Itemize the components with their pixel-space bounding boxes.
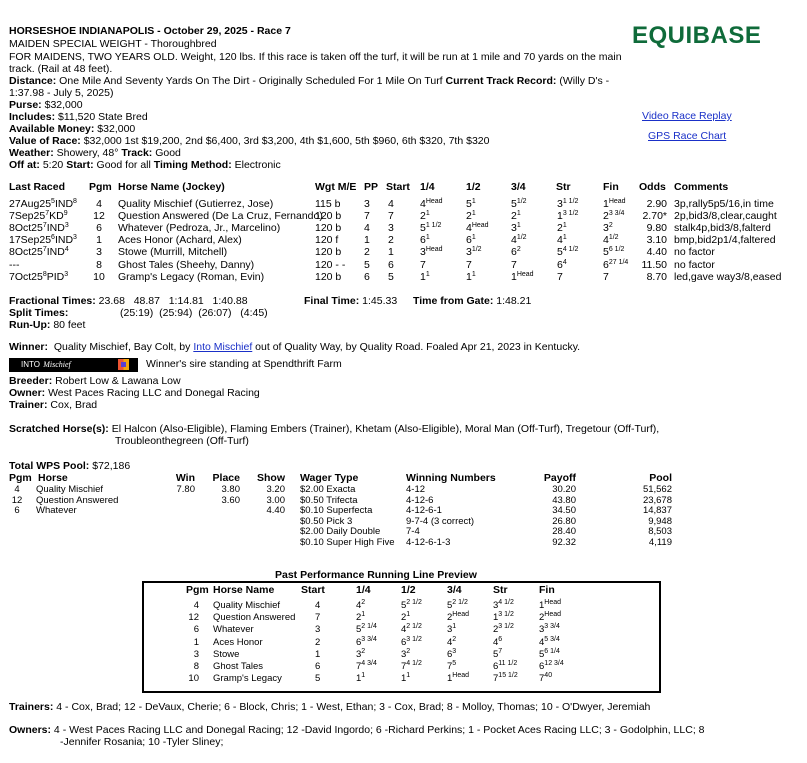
wager-col-header: Wager Type: [300, 472, 359, 484]
odds-cell: 2.90: [646, 198, 667, 210]
wps-pgm: 4: [14, 484, 20, 495]
q2-cell: $3^{1/2}$: [466, 246, 482, 259]
pp-str-cell: $6^{11 1/2}$: [493, 660, 518, 672]
comment-cell: 2p,bid3/8,clear,caught: [674, 210, 777, 223]
q3-cell: $5^{1/2}$: [511, 198, 527, 210]
wps-pgm: 6: [14, 505, 20, 516]
wps-col-header: Show: [257, 472, 285, 484]
comment-cell: stalk4p,bid3/8,falterd: [674, 222, 771, 235]
results-col-header: Last Raced: [9, 181, 66, 193]
pgm-cell: 12: [93, 210, 105, 223]
pp-col-header: 1/2: [401, 584, 416, 596]
wps-horse: Question Answered: [36, 494, 119, 506]
q1-cell: $5^{1 1/2}$: [420, 222, 442, 235]
q2-cell: $1^1$: [466, 270, 476, 283]
fractional-times: Fractional Times: 23.68 48.87 1:14.81 1:40.88: [9, 295, 248, 307]
pp-cell: 5: [364, 258, 370, 271]
results-col-header: Comments: [674, 181, 729, 193]
equibase-logo: EQUIBASE: [632, 22, 762, 49]
off-at-line: Off at: 5:20 Start: Good for all Timing Method: Electronic: [9, 159, 281, 171]
horse-cell: Gramp's Legacy (Roman, Evin): [118, 270, 265, 283]
horse-cell: Ghost Tales (Sheehy, Danny): [118, 258, 255, 271]
final-time: Final Time: 1:45.33: [304, 295, 398, 307]
results-col-header: 3/4: [511, 181, 526, 193]
comment-cell: led,gave way3/8,eased: [674, 270, 782, 283]
pp-str-cell: $5^7$: [493, 647, 503, 660]
q3-cell: $3^1$: [511, 222, 521, 235]
q1-cell: $1^1$: [420, 270, 430, 283]
fin-cell: 7: [603, 270, 609, 283]
pp-cell: 4: [364, 222, 370, 235]
winner-line: Winner: Quality Mischief, Bay Colt, by Into Mischief out of Quality Way, by Quality Road. Foaled Apr 21, 2023 in Kentucky.: [9, 341, 581, 353]
pp-start: 6: [315, 661, 321, 672]
pgm-cell: 3: [96, 246, 102, 259]
pp-col-header: Start: [301, 584, 325, 596]
fin-cell: $4^{1/2}$: [603, 234, 619, 247]
comment-cell: bmp,bid2p1/4,faltered: [674, 234, 776, 247]
wager-col-header: Winning Numbers: [406, 472, 496, 484]
pp-q2-cell: $4^{2 1/2}$: [401, 623, 422, 636]
pp-start: 2: [315, 636, 321, 648]
total-wps-pool: Total WPS Pool: $72,186: [9, 460, 131, 472]
wager-numbers: 4-12-6-1: [406, 505, 442, 516]
q1-cell: $3^{Head}$: [420, 246, 443, 259]
pp-q2-cell: $2^1$: [401, 611, 411, 624]
odds-cell: 2.70*: [642, 210, 667, 223]
q2-cell: $6^1$: [466, 234, 476, 247]
last-raced-cell: $8Oct25^7IND^3$: [9, 222, 69, 235]
owners-cont: -Jennifer Rosania; 10 -Tyler Sliney;: [60, 736, 224, 748]
wager-payoff: 92.32: [552, 536, 576, 548]
pp-cell: 3: [364, 198, 370, 210]
comment-cell: no factor: [674, 258, 715, 271]
pp-col-header: 3/4: [447, 584, 462, 596]
q2-cell: $2^1$: [466, 210, 476, 223]
wager-type: $0.50 Pick 3: [300, 515, 353, 527]
wager-pool: 23,678: [642, 494, 672, 506]
odds-cell: 11.50: [641, 258, 667, 271]
last-raced-cell: $7Sep25^7KD^9$: [9, 210, 68, 223]
pp-fin-cell: $4^{5 3/4}$: [539, 635, 560, 648]
pp-str-cell: $7^{15 1/2}$: [493, 672, 518, 685]
wager-pool: 51,562: [642, 484, 672, 495]
pp-horse: Gramp's Legacy: [213, 673, 282, 685]
pp-pgm: 6: [193, 624, 199, 636]
race-title: HORSESHOE INDIANAPOLIS - October 29, 2025 - Race 7: [9, 25, 291, 37]
q3-cell: $1^{Head}$: [511, 270, 534, 283]
split-times-label: Split Times:: [9, 307, 69, 319]
pp-cell: 6: [364, 270, 370, 283]
scratched: Scratched Horse(s): El Halcon (Also-Eligible), Flaming Embers (Trainer), Khetam (Also-Eligible), Moral Man (Off-Turf), Tregetour (Off-Turf),: [9, 423, 660, 435]
pp-q2-cell: $1^1$: [401, 672, 411, 685]
q3-cell: 7: [511, 258, 517, 271]
pp-pgm: 10: [188, 673, 199, 685]
pp-q3-cell: $1^{Head}$: [447, 672, 470, 685]
race-type: MAIDEN SPECIAL WEIGHT - Thoroughbred: [9, 38, 217, 50]
pp-q1-cell: $1^1$: [356, 672, 366, 685]
fin-cell: $2^{3 3/4}$: [603, 210, 625, 223]
pp-preview-title: Past Performance Running Line Preview: [275, 569, 477, 581]
comment-cell: no factor: [674, 246, 715, 259]
race-conditions: FOR MAIDENS, TWO YEARS OLD. Weight, 120 lbs. If this race is taken off the turf, it will be run at 1 mile and 70 yards on the main: [9, 51, 622, 63]
pp-q1-cell: $7^{4 3/4}$: [356, 660, 377, 672]
last-raced-cell: $8Oct25^7IND^4$: [9, 246, 69, 259]
str-cell: $1^{3 1/2}$: [557, 210, 579, 223]
distance-line: Distance: One Mile And Seventy Yards On The Dirt - Originally Scheduled For 1 Mile On Turf Current Track Record: (Willy D's -: [9, 75, 610, 87]
start-cell: 1: [388, 246, 394, 259]
pp-fin-cell: $1^{Head}$: [539, 599, 562, 611]
start-cell: 6: [388, 258, 394, 271]
pp-q3-cell: $3^1$: [447, 623, 457, 636]
pp-str-cell: $4^6$: [493, 635, 503, 648]
wager-pool: 8,503: [648, 526, 672, 537]
pp-q3-cell: $5^{2 1/2}$: [447, 599, 468, 611]
horse-cell: Aces Honor (Achard, Alex): [118, 234, 242, 247]
pp-q1-cell: $3^2$: [356, 647, 366, 660]
wager-payoff: 43.80: [552, 494, 576, 506]
pp-q3-cell: $4^2$: [447, 635, 457, 648]
results-col-header: Fin: [603, 181, 619, 193]
str-cell: $6^4$: [557, 258, 567, 271]
pp-q2-cell: $5^{2 1/2}$: [401, 599, 422, 611]
pp-horse: Stowe: [213, 648, 240, 660]
includes: Includes: $11,520 State Bred: [9, 111, 148, 123]
pp-horse: Ghost Tales: [213, 661, 263, 672]
results-col-header: 1/2: [466, 181, 481, 193]
q2-cell: $4^{Head}$: [466, 222, 489, 235]
pp-q3-cell: $6^3$: [447, 647, 457, 660]
horse-cell: Question Answered (De La Cruz, Fernando): [118, 210, 323, 223]
wager-numbers: 4-12: [406, 484, 426, 495]
pp-fin-cell: $7^{40}$: [539, 672, 553, 685]
wager-numbers: 7-4: [406, 526, 420, 537]
pp-pgm: 12: [188, 612, 199, 624]
pp-pgm: 8: [193, 661, 199, 672]
pp-pgm: 1: [193, 636, 199, 648]
horse-cell: Stowe (Murrill, Mitchell): [118, 246, 228, 259]
wager-col-header: Payoff: [543, 472, 576, 484]
pp-q2-cell: $7^{4 1/2}$: [401, 660, 422, 672]
value-of-race: Value of Race: $32,000 1st $19,200, 2nd $6,400, 3rd $3,200, 4th $1,600, 5th $960, 6th $320, 7th $320: [9, 135, 490, 147]
wager-payoff: 30.20: [552, 484, 576, 495]
last-raced-cell: ---: [9, 258, 20, 271]
fin-cell: $6^{27 1/4}$: [603, 258, 629, 271]
pgm-cell: 1: [96, 234, 102, 247]
wps-place: 3.80: [221, 484, 240, 495]
wager-col-header: Pool: [649, 472, 672, 484]
start-cell: 3: [388, 222, 394, 235]
wgt-cell: 120 - -: [315, 258, 346, 271]
wager-numbers: 4-12-6-1-3: [406, 536, 451, 548]
pp-str-cell: $1^{3 1/2}$: [493, 611, 514, 624]
pp-horse: Whatever: [213, 624, 254, 636]
wager-payoff: 34.50: [552, 505, 576, 516]
wgt-cell: 120 b: [315, 210, 342, 223]
results-col-header: 1/4: [420, 181, 435, 193]
wgt-cell: 120 b: [315, 270, 342, 283]
str-cell: 7: [557, 270, 563, 283]
pp-cell: 2: [364, 246, 370, 259]
weather-track: Weather: Showery, 48° Track: Good: [9, 147, 181, 159]
pp-start: 7: [315, 612, 321, 624]
wager-pool: 14,837: [642, 505, 672, 516]
wager-type: $2.00 Daily Double: [300, 526, 381, 537]
q1-cell: 7: [420, 258, 426, 271]
wgt-cell: 120 b: [315, 222, 342, 235]
str-cell: $5^{4 1/2}$: [557, 246, 579, 259]
pp-str-cell: $3^{4 1/2}$: [493, 599, 514, 611]
comment-cell: 3p,rally5p5/16,in time: [674, 198, 774, 210]
odds-cell: 8.70: [646, 270, 667, 283]
str-cell: $4^1$: [557, 234, 567, 247]
pp-q2-cell: $3^2$: [401, 647, 411, 660]
wps-win: 7.80: [176, 484, 195, 495]
last-raced-cell: $27Aug25^5IND^8$: [9, 198, 77, 210]
pgm-cell: 10: [93, 270, 105, 283]
str-cell: $2^1$: [557, 222, 567, 235]
pp-pgm: 4: [193, 600, 199, 611]
owner: Owner: West Paces Racing LLC and Donegal Racing: [9, 387, 260, 399]
wps-col-header: Horse: [38, 472, 68, 484]
gps-race-chart-link[interactable]: GPS Race Chart: [648, 130, 727, 142]
q3-cell: $4^{1/2}$: [511, 234, 527, 247]
q2-cell: $5^1$: [466, 198, 476, 210]
wps-col-header: Pgm: [9, 472, 32, 484]
pgm-cell: 4: [96, 198, 102, 210]
scratched-cont: Troubleonthegreen (Off-Turf): [115, 435, 249, 447]
pp-horse: Aces Honor: [213, 636, 263, 648]
wager-type: $0.10 Super High Five: [300, 536, 395, 548]
wager-numbers: 4-12-6: [406, 494, 434, 506]
pp-start: 4: [315, 600, 321, 611]
pp-horse: Question Answered: [213, 612, 296, 624]
sire-standing: Winner's sire standing at Spendthrift Farm: [146, 358, 342, 370]
wps-col-header: Win: [175, 472, 195, 484]
odds-cell: 4.40: [646, 246, 667, 259]
odds-cell: 3.10: [646, 234, 667, 247]
available-money: Available Money: $32,000: [9, 123, 136, 135]
pp-q1-cell: $4^2$: [356, 599, 366, 611]
wager-type: $0.10 Superfecta: [300, 505, 373, 516]
start-cell: 7: [388, 210, 394, 223]
results-col-header: Start: [386, 181, 410, 193]
wps-show: 3.20: [266, 484, 285, 495]
pp-col-header: Horse Name: [213, 584, 275, 596]
pp-fin-cell: $3^{3 3/4}$: [539, 623, 560, 636]
wgt-cell: 120 f: [315, 234, 339, 247]
purse: Purse: $32,000: [9, 99, 83, 111]
horse-cell: Quality Mischief (Gutierrez, Jose): [118, 198, 274, 210]
pp-q3-cell: $7^5$: [447, 660, 457, 672]
wgt-cell: 120 b: [315, 246, 342, 259]
pp-fin-cell: $2^{Head}$: [539, 611, 562, 624]
fin-cell: $5^{6 1/2}$: [603, 246, 625, 259]
pgm-cell: 8: [96, 258, 102, 271]
pgm-cell: 6: [96, 222, 102, 235]
sire-badge: INTO Mischief: [9, 358, 138, 372]
q1-cell: $6^1$: [420, 234, 430, 247]
farm-flag-inner: [121, 362, 126, 367]
track-record-date: 1:37.98 - July 5, 2025): [9, 87, 114, 99]
pp-col-header: Str: [493, 584, 508, 596]
results-col-header: Odds: [639, 181, 666, 193]
str-cell: $3^{1 1/2}$: [557, 198, 579, 210]
horse-cell: Whatever (Pedroza, Jr., Marcelino): [118, 222, 281, 235]
video-race-replay-link[interactable]: Video Race Replay: [642, 110, 732, 122]
last-raced-cell: $17Sep25^6IND^3$: [9, 234, 77, 247]
breeder: Breeder: Robert Low & Lawana Low: [9, 375, 181, 387]
pp-q2-cell: $6^{3 1/2}$: [401, 635, 422, 648]
trainer: Trainer: Cox, Brad: [9, 399, 98, 411]
pp-q1-cell: $2^1$: [356, 611, 366, 624]
results-col-header: Str: [556, 181, 571, 193]
wager-type: $2.00 Exacta: [300, 484, 356, 495]
wager-pool: 4,119: [648, 536, 672, 548]
pp-q3-cell: $2^{Head}$: [447, 611, 470, 624]
results-col-header: Pgm: [89, 181, 112, 193]
wps-show: 4.40: [266, 505, 285, 516]
run-up: Run-Up: 80 feet: [9, 319, 86, 331]
pp-fin-cell: $5^{6 1/4}$: [539, 647, 560, 660]
results-col-header: Wgt M/E: [315, 181, 357, 193]
fin-cell: $3^2$: [603, 222, 613, 235]
q3-cell: $6^2$: [511, 246, 521, 259]
fin-cell: $1^{Head}$: [603, 198, 626, 210]
trainers: Trainers: 4 - Cox, Brad; 12 - DeVaux, Cherie; 6 - Block, Chris; 1 - West, Ethan; 3 - Cox, Brad; 8 - Molloy, Thomas; 10 - O'Dwyer, Jeremiah: [9, 701, 651, 713]
start-cell: 2: [388, 234, 394, 247]
wps-col-header: Place: [212, 472, 240, 484]
odds-cell: 9.80: [646, 222, 667, 235]
q1-cell: $2^1$: [420, 210, 430, 223]
wgt-cell: 115 b: [315, 198, 341, 210]
pp-cell: 7: [364, 210, 370, 223]
time-from-gate: Time from Gate: 1:48.21: [413, 295, 532, 307]
results-col-header: Horse Name (Jockey): [118, 181, 225, 193]
wps-pgm: 12: [11, 494, 23, 506]
start-cell: 4: [388, 198, 394, 210]
pp-fin-cell: $6^{12 3/4}$: [539, 660, 564, 672]
split-times: (25:19) (25:94) (26:07) (4:45): [120, 307, 268, 319]
pp-cell: 1: [364, 234, 370, 247]
wps-horse: Quality Mischief: [36, 484, 104, 495]
wager-payoff: 28.40: [552, 526, 576, 537]
pp-horse: Quality Mischief: [213, 600, 281, 611]
pp-pgm: 3: [193, 648, 199, 660]
wager-pool: 9,948: [648, 515, 672, 527]
wager-payoff: 26.80: [552, 515, 576, 527]
wager-numbers: 9-7-4 (3 correct): [406, 515, 475, 527]
race-conditions-cont: track. (Rail at 48 feet).: [9, 63, 113, 75]
wps-place: 3.60: [221, 494, 240, 506]
pp-start: 5: [315, 673, 321, 685]
pp-q1-cell: $6^{3 3/4}$: [356, 635, 377, 648]
pp-col-header: Fin: [539, 584, 555, 596]
q1-cell: $4^{Head}$: [420, 198, 443, 210]
start-cell: 5: [388, 270, 394, 283]
sire-link[interactable]: Into Mischief: [193, 341, 253, 353]
q3-cell: $2^1$: [511, 210, 521, 223]
pp-col-header: 1/4: [356, 584, 371, 596]
pp-q1-cell: $5^{2 1/4}$: [356, 623, 377, 636]
pp-str-cell: $2^{3 1/2}$: [493, 623, 514, 636]
last-raced-cell: $7Oct25^8PID^3$: [9, 270, 69, 283]
pp-start: 1: [315, 648, 321, 660]
pp-start: 3: [315, 624, 321, 636]
q2-cell: 7: [466, 258, 472, 271]
pp-col-header: Pgm: [186, 584, 209, 596]
results-col-header: PP: [364, 181, 379, 193]
wps-show: 3.00: [266, 494, 285, 506]
wps-horse: Whatever: [36, 505, 77, 516]
owners: Owners: 4 - West Paces Racing LLC and Donegal Racing; 12 -David Ingordo; 6 -Richard Perkins; 1 - Pocket Aces Racing LLC; 3 - Godolphin, LLC; 8: [9, 724, 705, 736]
wager-type: $0.50 Trifecta: [300, 494, 358, 506]
